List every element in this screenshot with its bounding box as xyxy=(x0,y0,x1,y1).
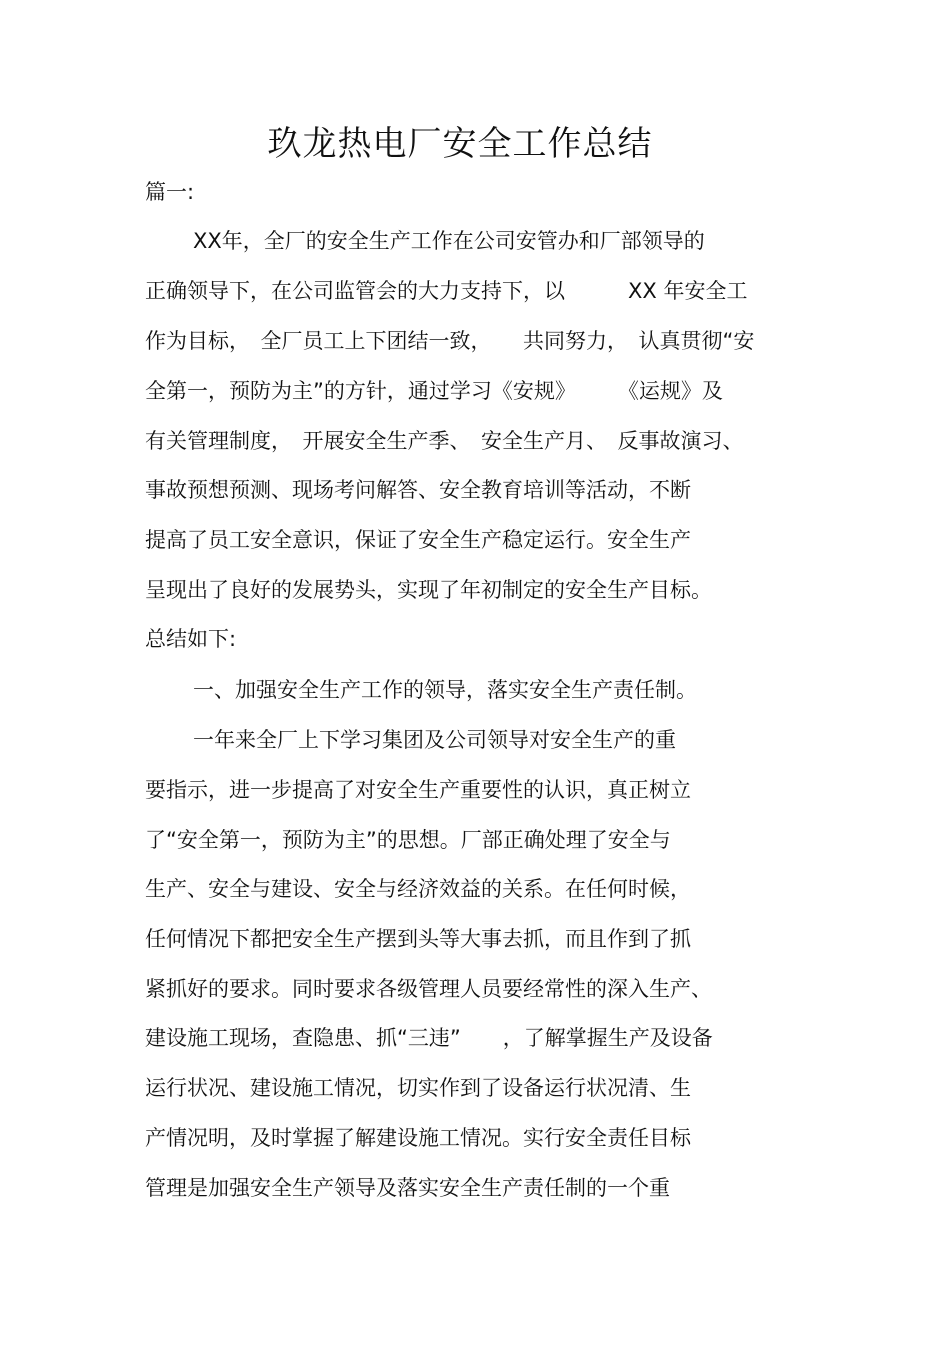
paragraph-line: 建设施工现场，查隐患、抓“三违” ，了解掌握生产及设备 xyxy=(145,1026,713,1050)
paragraph-line: 正确领导下，在公司监管会的大力支持下，以 XX 年安全工 xyxy=(145,279,748,303)
paragraph-line: XX年，全厂的安全生产工作在公司安管办和厂部领导的 xyxy=(193,229,705,253)
section-label: 篇一: xyxy=(145,180,195,204)
paragraph-line: 产情况明，及时掌握了解建设施工情况。实行安全责任目标 xyxy=(145,1126,691,1150)
paragraph-line: 管理是加强安全生产领导及落实安全生产责任制的一个重 xyxy=(145,1176,670,1200)
paragraph-line: 运行状况、建设施工情况，切实作到了设备运行状况清、生 xyxy=(145,1076,691,1100)
paragraph-line: 了“安全第一，预防为主”的思想。厂部正确处理了安全与 xyxy=(145,828,671,852)
paragraph-line: 事故预想预测、现场考问解答、安全教育培训等活动，不断 xyxy=(145,478,691,502)
document-title: 玖龙热电厂安全工作总结 xyxy=(267,124,653,164)
paragraph-line: 有关管理制度， 开展安全生产季、 安全生产月、 反事故演习、 xyxy=(145,429,744,453)
paragraph-line: 紧抓好的要求。同时要求各级管理人员要经常性的深入生产、 xyxy=(145,977,712,1001)
paragraph-line: 全第一，预防为主”的方针，通过学习《安规》 《运规》及 xyxy=(145,379,723,403)
paragraph-line: 生产、安全与建设、安全与经济效益的关系。在任何时候， xyxy=(145,877,691,901)
section-heading: 一、加强安全生产工作的领导，落实安全生产责任制。 xyxy=(193,678,697,702)
paragraph-line: 要指示，进一步提高了对安全生产重要性的认识，真正树立 xyxy=(145,778,691,802)
paragraph-line: 总结如下: xyxy=(145,627,237,651)
paragraph-line: 提高了员工安全意识，保证了安全生产稳定运行。安全生产 xyxy=(145,528,691,552)
paragraph-line: 一年来全厂上下学习集团及公司领导对安全生产的重 xyxy=(193,728,676,752)
paragraph-line: 作为目标， 全厂员工上下团结一致， 共同努力， 认真贯彻“安 xyxy=(145,329,755,353)
paragraph-line: 呈现出了良好的发展势头，实现了年初制定的安全生产目标。 xyxy=(145,578,712,602)
paragraph-line: 任何情况下都把安全生产摆到头等大事去抓，而且作到了抓 xyxy=(145,927,691,951)
